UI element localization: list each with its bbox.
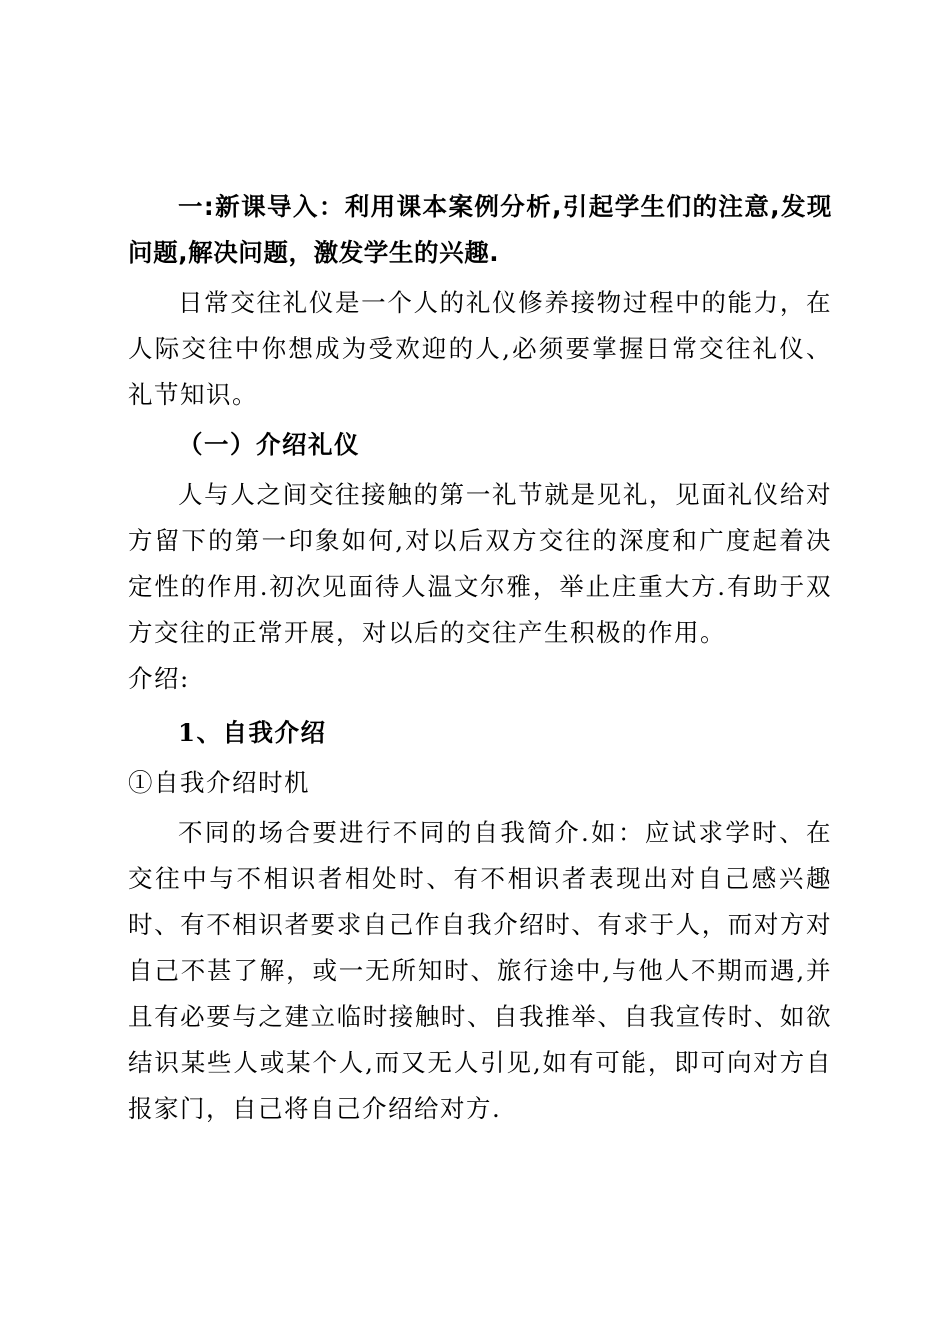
document-page: [128, 184, 832, 1132]
subsection-title: 1、自我介绍: [178, 718, 327, 747]
paragraph-daily-etiquette: 日常交往礼仪是一个人的礼仪修养接物过程中的能力，在人际交往中你想成为受欢迎的人,必须要掌握日常交往礼仪、礼节知识。: [128, 288, 832, 409]
section-title: （一）介绍礼仪: [178, 430, 360, 459]
list-item-timing: ①自我介绍时机: [128, 768, 310, 797]
paragraph-meeting-etiquette: 人与人之间交往接触的第一礼节就是见礼，见面礼仪给对方留下的第一印象如何,对以后双方交往的深度和广度起着决定性的作用.初次见面待人温文尔雅，举止庄重大方.有助于双方交往的正常开展，对以后的交往产生积极的作用。: [128, 480, 832, 647]
intro-heading: 一:新课导入：利用课本案例分析,引起学生们的注意,发现问题,解决问题，激发学生的兴趣.: [128, 192, 832, 267]
label-introduction: 介绍:: [128, 664, 190, 693]
paragraph-occasions: 不同的场合要进行不同的自我简介.如：应试求学时、在交往中与不相识者相处时、有不相识者表现出对自己感兴趣时、有不相识者要求自己作自我介绍时、有求于人，而对方对自己不甚了解，或一无所知时、旅行途中,与他人不期而遇,并且有必要与之建立临时接触时、自我推举、自我宣传时、如欲结识某些人或某个人,而又无人引见,如有可能，即可向对方自报家门，自己将自己介绍给对方.: [128, 818, 832, 1123]
